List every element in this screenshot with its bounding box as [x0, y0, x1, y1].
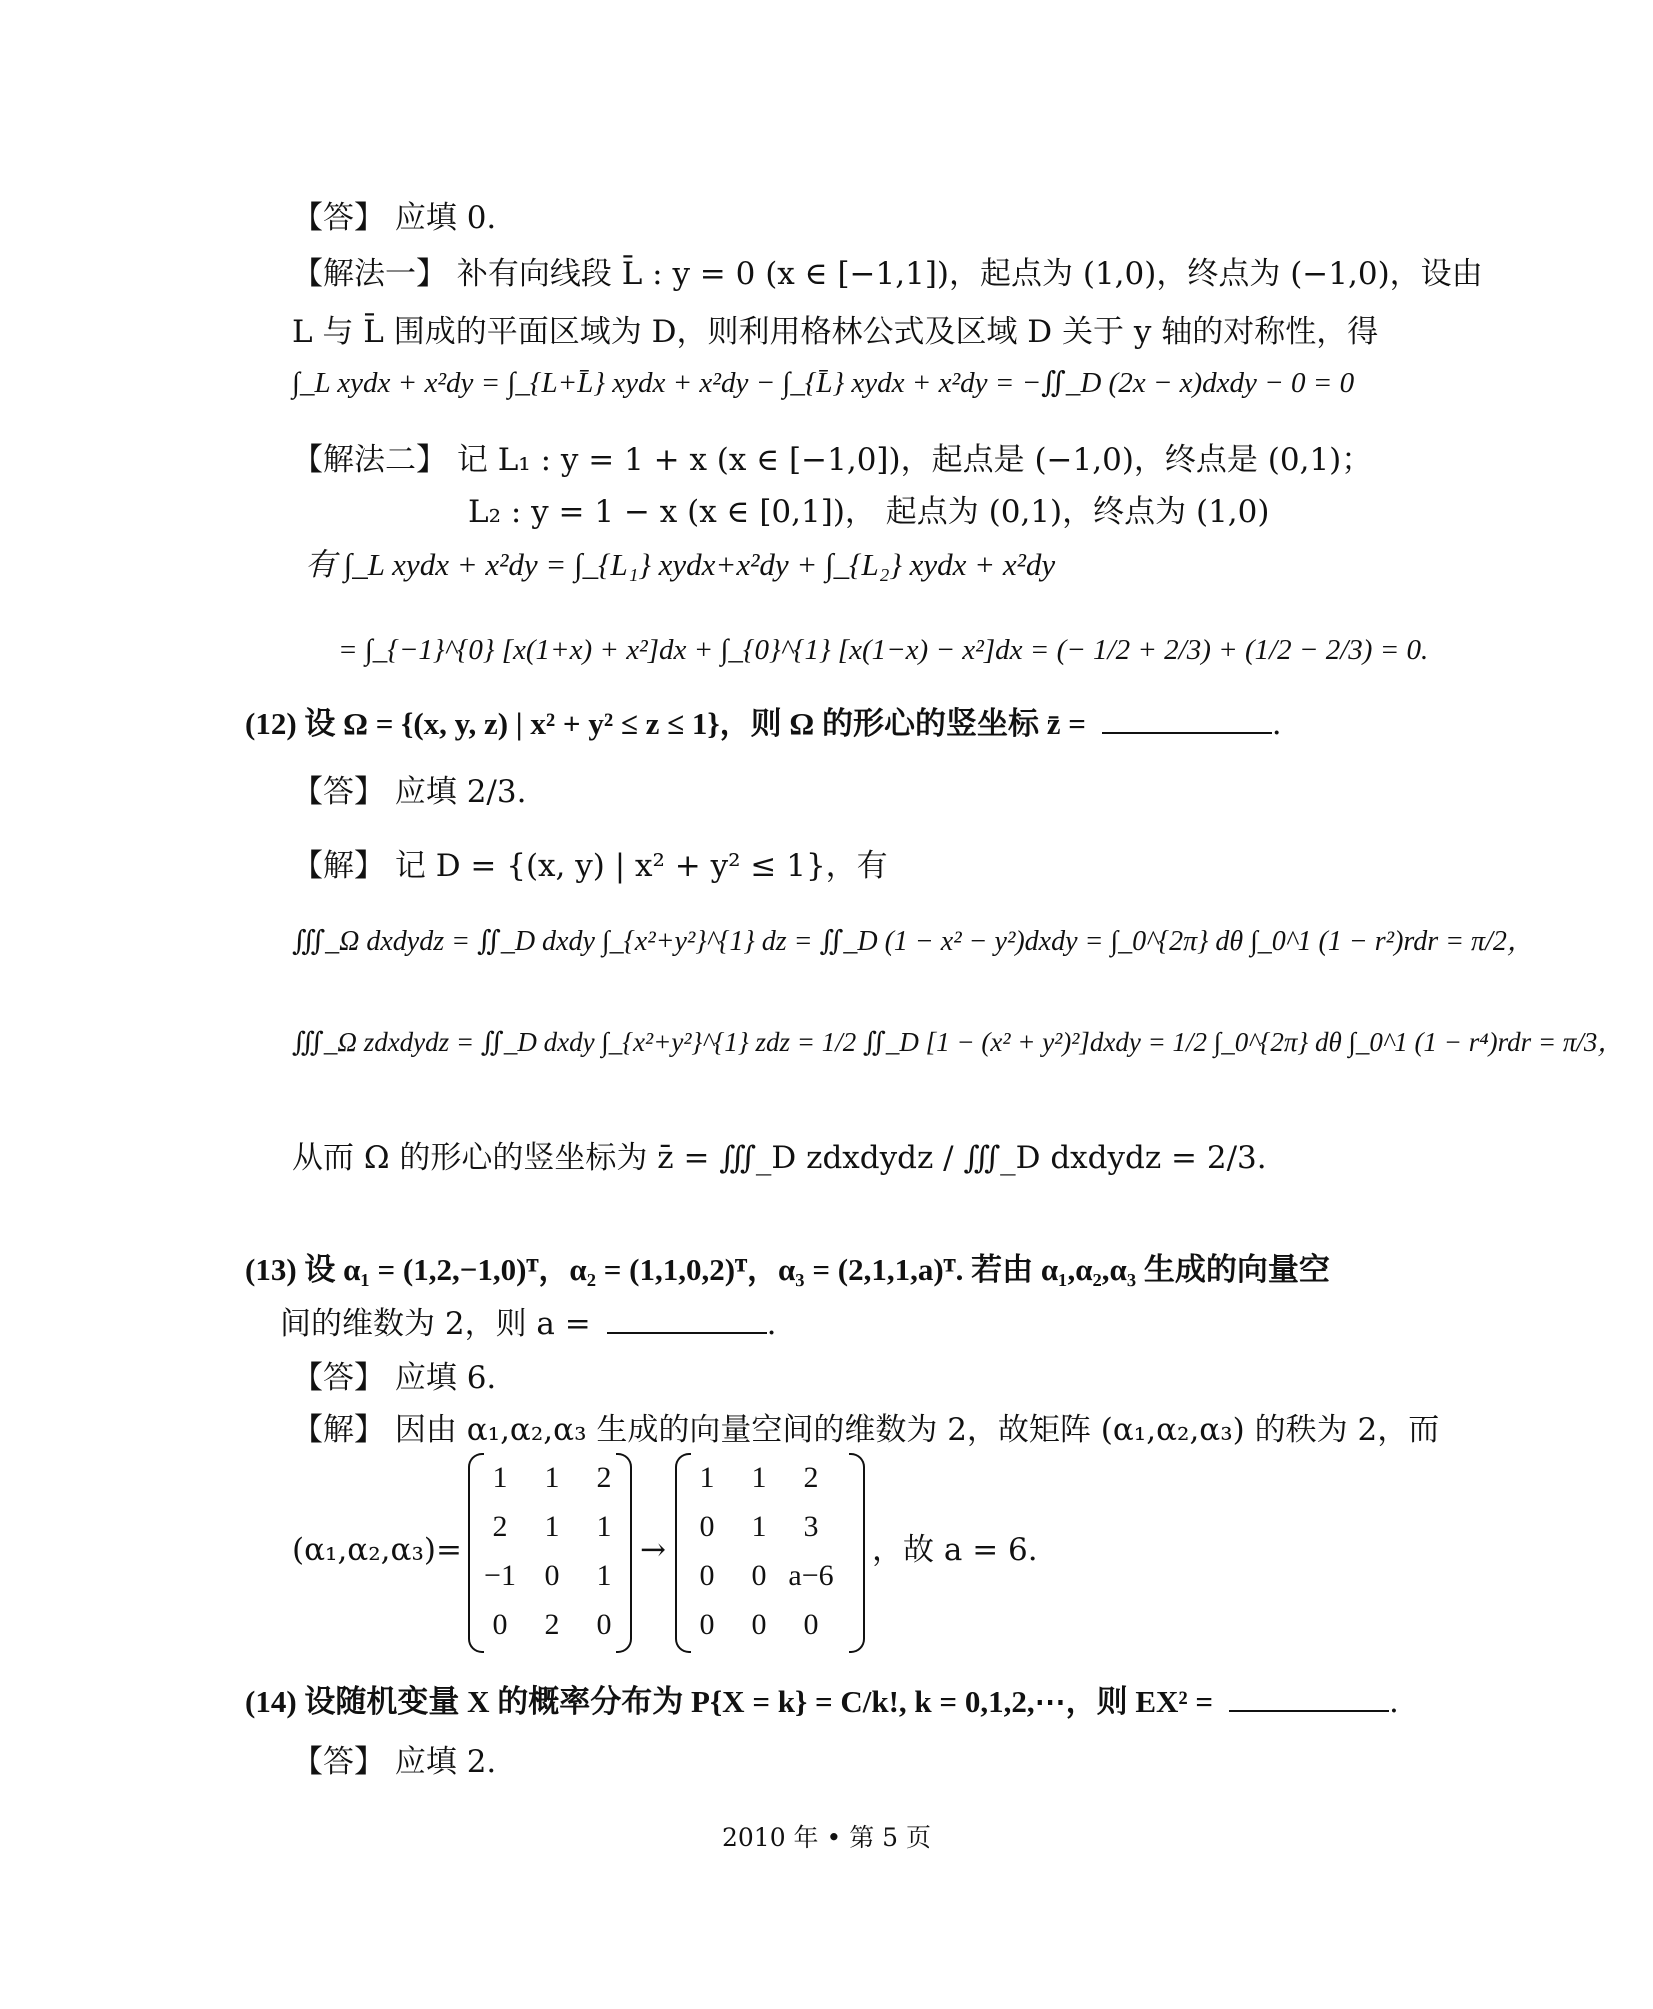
method-two-evaluation: = ∫_{−1}^{0} [x(1+x) + x²]dx + ∫_{0}^{1} [x(1−x) − x²]dx = (− 1/2 + 2/3) + (1/2 − 2/3) = 0.: [338, 634, 1429, 666]
answer-blank-12: [1102, 702, 1272, 734]
question-13-text: (13) 设 α₁ = (1,2,−1,0)ᵀ，α₂ = (1,1,0,2)ᵀ，α₃ = (2,1,1,a)ᵀ. 若由 α₁,α₂,α₃ 生成的向量空: [245, 1252, 1330, 1287]
cell: 0: [699, 1607, 715, 1641]
solution-12-volume: ∭_Ω dxdydz = ∬_D dxdy ∫_{x²+y²}^{1} dz = ∬_D (1 − x² − y²)dxdy = ∫_0^{2π} dθ ∫_0^1 (1 − r²)rdr = π/2，: [292, 926, 1535, 957]
cell: 1: [751, 1509, 767, 1543]
question-13: [245, 1250, 1330, 1290]
matrix-b: [675, 1453, 865, 1653]
cell: 0: [544, 1558, 560, 1592]
question-14: (14) 设随机变量 X 的概率分布为 P{X = k} = C/k!, k = 0,1,2,⋯，则 EX² = .: [245, 1680, 1399, 1722]
method-two-l2: L₂ : y = 1 − x (x ∈ [0,1])， 起点为 (0,1)，终点为 (1,0): [468, 494, 1270, 530]
solution-12-centroid: 从而 Ω 的形心的竖坐标为 z̄ = ∭_D zdxdydz / ∭_D dxdydz = 2/3.: [292, 1140, 1267, 1176]
solution-12-moment: ∭_Ω zdxdydz = ∬_D dxdy ∫_{x²+y²}^{1} zdz = 1/2 ∬_D [1 − (x² + y²)²]dxdy = 1/2 ∫_0^{2π} dθ ∫_0^1 (1 − r⁴)rdr = π/3，: [292, 1027, 1625, 1057]
matrix-a-right-paren: [616, 1453, 632, 1653]
cell: 2: [596, 1460, 612, 1494]
answer-blank-14: [1229, 1680, 1389, 1712]
answer-blank-13: [607, 1302, 767, 1334]
cell: 2: [803, 1460, 819, 1494]
cell: 0: [751, 1558, 767, 1592]
method-two-integral: 有 ∫_L xydx + x²dy = ∫_{L₁} xydx+x²dy + ∫_{L₂} xydx + x²dy: [305, 547, 1056, 582]
cell: 0: [699, 1509, 715, 1543]
matrix-b-right-paren: [849, 1453, 865, 1653]
cell: 1: [492, 1460, 508, 1494]
answer-13: 【答】 应填 6.: [292, 1360, 497, 1396]
method-one-intro: 【解法一】 补有向线段 L̄ : y = 0 (x ∈ [−1,1])，起点为 (1,0)，终点为 (−1,0)，设由: [292, 256, 1483, 292]
matrix-a-table: [474, 1453, 630, 1649]
matrix-b-table: [681, 1453, 837, 1649]
matrix-a: [468, 1453, 632, 1653]
matrix-a-left-paren: [468, 1453, 484, 1653]
page-footer: 2010 年 • 第 5 页: [721, 1823, 931, 1852]
question-14-text: (14) 设随机变量 X 的概率分布为 P{X = k} = C/k!, k = 0,1,2,⋯，则 EX² =: [245, 1684, 1214, 1719]
question-13-cont-text: 间的维数为 2，则 a =: [280, 1306, 591, 1342]
question-12-text: (12) 设 Ω = {(x, y, z) | x² + y² ≤ z ≤ 1}，则 Ω 的形心的竖坐标 z̄ =: [245, 706, 1086, 741]
cell: 0: [699, 1558, 715, 1592]
matrix-b-left-paren: [675, 1453, 691, 1653]
cell: 1: [699, 1460, 715, 1494]
cell: 0: [803, 1607, 819, 1641]
cell: 3: [803, 1509, 819, 1543]
cell: 1: [544, 1509, 560, 1543]
solution-13-intro: 【解】 因由 α₁,α₂,α₃ 生成的向量空间的维数为 2，故矩阵 (α₁,α₂,α₃) 的秩为 2，而: [292, 1412, 1440, 1448]
method-two-intro: 【解法二】 记 L₁ : y = 1 + x (x ∈ [−1,0])，起点是 (−1,0)，终点是 (0,1)；: [292, 442, 1373, 478]
matrix-arrow: →: [640, 1532, 666, 1568]
answer-11: 【答】 应填 0.: [292, 200, 497, 236]
method-one-line-2: L 与 L̄ 围成的平面区域为 D，则利用格林公式及区域 D 关于 y 轴的对称性，得: [292, 314, 1379, 350]
question-12: (12) 设 Ω = {(x, y, z) | x² + y² ≤ z ≤ 1}，则 Ω 的形心的竖坐标 z̄ = .: [245, 702, 1282, 744]
solution-12-intro: 【解】 记 D = {(x, y) | x² + y² ≤ 1}，有: [292, 848, 888, 884]
answer-12: 【答】 应填 2/3.: [292, 774, 527, 810]
cell: 0: [492, 1607, 508, 1641]
answer-14: 【答】 应填 2.: [292, 1744, 497, 1780]
cell: a−6: [788, 1558, 834, 1592]
matrix-lhs: (α₁,α₂,α₃)=: [292, 1532, 462, 1568]
method-one-equation: ∫_L xydx + x²dy = ∫_{L+L̄} xydx + x²dy − ∫_{L̄} xydx + x²dy = −∬_D (2x − x)dxdy − 0 = 0: [292, 367, 1355, 399]
cell: 0: [596, 1607, 612, 1641]
cell: −1: [484, 1558, 516, 1592]
cell: 1: [596, 1509, 612, 1543]
cell: 1: [751, 1460, 767, 1494]
question-13-cont: 间的维数为 2，则 a = .: [280, 1302, 776, 1344]
cell: 1: [544, 1460, 560, 1494]
cell: 2: [544, 1607, 560, 1641]
matrix-conclusion: ，故 a = 6.: [872, 1532, 1038, 1568]
cell: 2: [492, 1509, 508, 1543]
cell: 1: [596, 1558, 612, 1592]
cell: 0: [751, 1607, 767, 1641]
